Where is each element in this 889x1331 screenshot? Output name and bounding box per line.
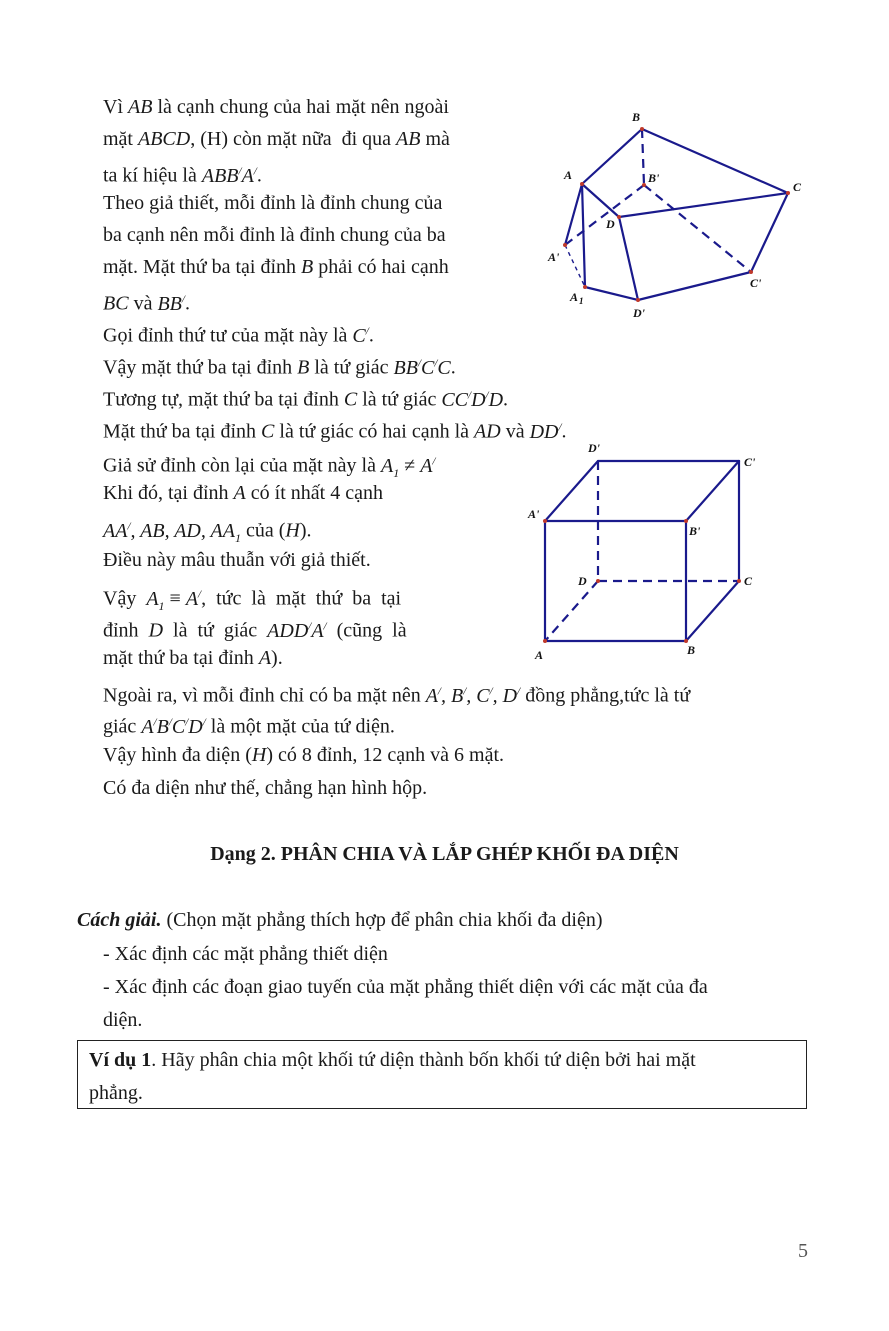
vertex-label-b-prime: B' bbox=[689, 524, 701, 538]
vertex-point bbox=[749, 270, 753, 274]
method-bullet-continued: diện. bbox=[103, 1009, 143, 1031]
figure2-edges bbox=[545, 461, 739, 641]
text-line: giác A/B/C/D/ là một mặt của tứ diện. bbox=[103, 715, 395, 738]
hidden-edge bbox=[644, 185, 751, 272]
text-line: Có đa diện như thế, chẳng hạn hình hộp. bbox=[103, 777, 428, 799]
edge bbox=[619, 217, 638, 300]
hidden-edge bbox=[642, 129, 644, 185]
edge bbox=[582, 184, 619, 217]
text-line: Ngoài ra, vì mỗi đỉnh chỉ có ba mặt nên A/, B/, C/, D/ đồng phẳng,tức là tứ bbox=[103, 684, 691, 707]
edge bbox=[751, 193, 788, 272]
page-number: 5 bbox=[798, 1240, 808, 1262]
edge bbox=[686, 581, 739, 641]
vertex-point bbox=[617, 215, 621, 219]
vertex-label-b-prime: B' bbox=[648, 171, 660, 185]
vertex-label-a1: A bbox=[570, 290, 579, 304]
vertex-point bbox=[580, 182, 584, 186]
figure1-edges bbox=[565, 129, 788, 300]
vertex-label-b: B bbox=[632, 110, 641, 124]
edge bbox=[585, 287, 638, 300]
vertex-label-d: D bbox=[606, 217, 615, 231]
vertex-point bbox=[596, 579, 600, 583]
text-line: Mặt thứ ba tại đỉnh C là tứ giác có hai cạnh là AD và DD/. bbox=[103, 420, 567, 443]
section-heading: Dạng 2. PHÂN CHIA VÀ LẮP GHÉP KHỐI ĐA DIỆN bbox=[210, 843, 679, 865]
example-label: Ví dụ 1 bbox=[89, 1049, 152, 1071]
text-line: Khi đó, tại đỉnh A có ít nhất 4 cạnh bbox=[103, 482, 383, 504]
vertex-point bbox=[737, 579, 741, 583]
hidden-edge bbox=[545, 581, 598, 641]
text-line: Tương tự, mặt thứ ba tại đỉnh C là tứ giác CC/D/D. bbox=[103, 388, 509, 411]
vertex-label-d-prime: D' bbox=[588, 441, 600, 455]
text-line: đỉnh D là tứ giác ADD/A/ (cũng là bbox=[103, 619, 407, 642]
method-label: Cách giải. bbox=[77, 909, 162, 931]
vertex-label-c-prime: C' bbox=[750, 276, 762, 290]
vertex-point bbox=[636, 298, 640, 302]
vertex-point bbox=[786, 191, 790, 195]
edge bbox=[545, 461, 598, 521]
text-line: Theo giả thiết, mỗi đỉnh là đỉnh chung của bbox=[103, 192, 443, 214]
method-text: (Chọn mặt phẳng thích hợp để phân chia khối đa diện) bbox=[161, 909, 603, 931]
method-bullet: - Xác định các đoạn giao tuyến của mặt phẳng thiết diện với các mặt của đa bbox=[103, 976, 708, 998]
vertex-point bbox=[563, 243, 567, 247]
text-line: mặt thứ ba tại đỉnh A). bbox=[103, 647, 283, 669]
vertex-point bbox=[543, 639, 547, 643]
edge bbox=[582, 129, 642, 184]
text-line: Vậy $A_1 \equiv A^/$, tức là mặt thứ ba tại bbox=[103, 587, 402, 613]
text-line: mặt. Mặt thứ ba tại đỉnh B phải có hai cạnh bbox=[103, 256, 449, 278]
text-line: Vậy hình đa diện (H) có 8 đỉnh, 12 cạnh và 6 mặt. bbox=[103, 744, 505, 766]
edge bbox=[582, 184, 585, 287]
vertex-label-c: C bbox=[793, 180, 802, 194]
hidden-edge bbox=[565, 245, 585, 287]
vertex-label-c: C bbox=[744, 574, 753, 588]
vertex-label-a: A bbox=[535, 648, 544, 662]
edge bbox=[638, 272, 751, 300]
vertex-label-d: D bbox=[578, 574, 587, 588]
method-line bbox=[77, 908, 602, 932]
vertex-label-c-prime: C' bbox=[744, 455, 756, 469]
vertex-label-a-prime: A' bbox=[548, 250, 560, 264]
text-line: Vậy mặt thứ ba tại đỉnh B là tứ giác BB/C/C. bbox=[103, 356, 456, 379]
method-bullet: - Xác định các mặt phẳng thiết diện bbox=[103, 943, 388, 965]
text-line: ta kí hiệu là ABB/A/. bbox=[103, 164, 262, 187]
vertex-point bbox=[583, 285, 587, 289]
vertex-point bbox=[684, 519, 688, 523]
text-line: mặt ABCD, (H) còn mặt nữa đi qua AB mà bbox=[103, 128, 450, 150]
text-line: Vì AB là cạnh chung của hai mặt nên ngoài bbox=[103, 96, 449, 118]
vertex-label-a1-subscript: 1 bbox=[579, 296, 584, 306]
example-line-2: phẳng. bbox=[89, 1082, 143, 1104]
edge bbox=[619, 193, 788, 217]
vertex-point bbox=[543, 519, 547, 523]
text-line: Giả sử đỉnh còn lại của mặt này là $A_1 \ne A^/$ bbox=[103, 454, 436, 480]
edge bbox=[686, 461, 739, 521]
text-line: BC và BB/. bbox=[103, 292, 190, 315]
example-line bbox=[89, 1048, 696, 1072]
vertex-point bbox=[640, 127, 644, 131]
polyhedron-figure bbox=[540, 105, 820, 325]
vertex-label-d-prime: D' bbox=[633, 306, 645, 320]
vertex-label-a-prime: A' bbox=[528, 507, 540, 521]
text-line: Điều này mâu thuẫn với giả thiết. bbox=[103, 549, 371, 571]
text-line: Gọi đỉnh thứ tư của mặt này là C/. bbox=[103, 324, 374, 347]
vertex-label-a: A bbox=[564, 168, 573, 182]
edge bbox=[642, 129, 788, 193]
text-line: AA/, AB, AD, $AA_1$ của (H). bbox=[103, 519, 312, 545]
example-text: . Hãy phân chia một khối tứ diện thành bốn khối tứ diện bởi hai mặt bbox=[151, 1049, 696, 1071]
text-line: ba cạnh nên mỗi đỉnh là đỉnh chung của ba bbox=[103, 224, 446, 246]
edge bbox=[565, 184, 582, 245]
vertex-label-b: B bbox=[687, 643, 696, 657]
cube-figure bbox=[520, 440, 770, 665]
vertex-point bbox=[642, 183, 646, 187]
